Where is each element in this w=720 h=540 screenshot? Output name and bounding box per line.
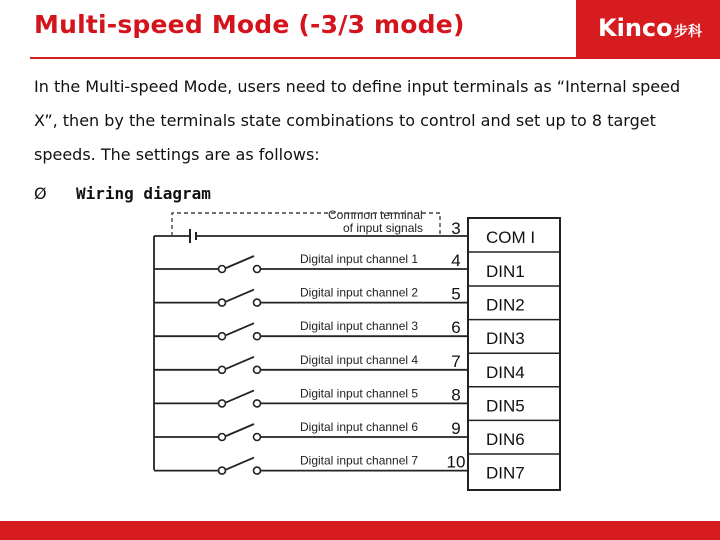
channel-terminal-name: DIN6	[486, 430, 525, 449]
common-terminal-name: COM I	[486, 228, 536, 247]
switch-contact-icon	[254, 299, 261, 306]
intro-paragraph: In the Multi-speed Mode, users need to define input terminals as “Internal speed X”, then by the terminals state combinations to control and set up to 8 target speeds. The settings are as follows:	[34, 77, 681, 164]
switch-contact-icon	[254, 333, 261, 340]
common-terminal-label-line2: of input signals	[343, 221, 424, 235]
switch-contact-icon	[254, 266, 261, 273]
channel-pin-number: 4	[451, 251, 461, 270]
channel-pin-number: 9	[451, 419, 461, 438]
switch-lever-icon	[226, 424, 254, 436]
channel-pin-number: 5	[451, 284, 461, 304]
channel-pin-number: 6	[451, 318, 461, 338]
switch-lever-icon	[226, 458, 254, 470]
switch-contact-icon	[254, 434, 261, 441]
page-title: Multi-speed Mode (-3/3 mode)	[34, 10, 465, 39]
bullet-arrow-icon: Ø	[34, 184, 47, 203]
battery-icon	[190, 229, 196, 243]
switch-contact-icon	[219, 467, 226, 474]
channel-label: Digital input channel 7	[300, 453, 419, 468]
channel-label: Digital input channel 6	[300, 420, 419, 434]
logo-text: Kinco	[598, 14, 673, 42]
channel-pin-number: 10	[446, 452, 466, 472]
switch-contact-icon	[219, 366, 226, 373]
logo-sub-text: 步科	[674, 24, 702, 40]
channel-terminal-name: DIN7	[486, 463, 525, 483]
common-pin-number: 3	[451, 219, 461, 238]
channel-terminal-name: DIN4	[486, 362, 525, 382]
switch-lever-icon	[226, 390, 254, 402]
switch-contact-icon	[219, 299, 226, 306]
switch-lever-icon	[226, 323, 254, 335]
switch-lever-icon	[226, 357, 254, 369]
channel-pin-number: 8	[451, 385, 461, 405]
section-heading: Wiring diagram	[76, 184, 211, 203]
switch-contact-icon	[254, 400, 261, 407]
switch-contact-icon	[219, 266, 226, 273]
switch-contact-icon	[219, 333, 226, 340]
terminal-block	[468, 218, 560, 490]
switch-lever-icon	[226, 256, 254, 268]
footer-bar	[0, 521, 720, 540]
channel-label: Digital input channel 3	[300, 319, 419, 334]
switch-contact-icon	[219, 434, 226, 441]
switch-contact-icon	[219, 400, 226, 407]
channel-label: Digital input channel 4	[300, 352, 419, 367]
switch-contact-icon	[254, 366, 261, 373]
common-terminal-label-line1: Common terminal	[328, 208, 423, 222]
switch-lever-icon	[226, 290, 254, 302]
channel-pin-number: 7	[451, 351, 461, 371]
switch-contact-icon	[254, 467, 261, 474]
channel-terminal-name: DIN5	[486, 396, 525, 416]
channel-terminal-name: DIN3	[486, 329, 525, 349]
channel-label: Digital input channel 1	[300, 252, 419, 266]
channel-terminal-name: DIN2	[486, 295, 525, 315]
channel-terminal-name: DIN1	[486, 262, 525, 281]
channel-label: Digital input channel 2	[300, 285, 419, 300]
channel-label: Digital input channel 5	[300, 386, 419, 401]
